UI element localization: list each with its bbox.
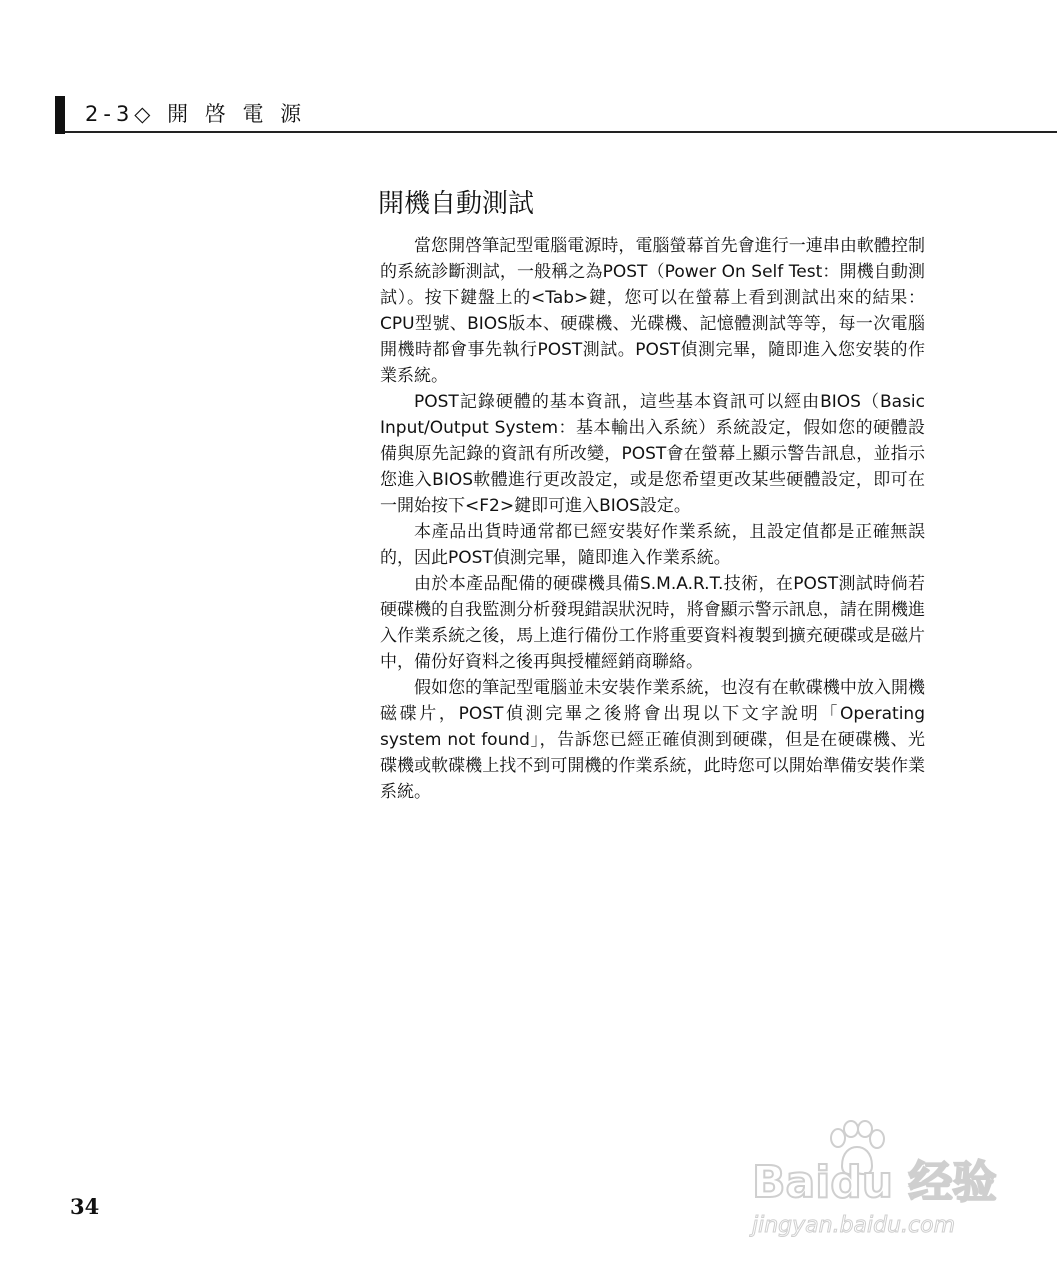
baidu-watermark [752,1120,1002,1250]
header-marker-bar [55,96,65,134]
chapter-section-title: 2-3◇ 開 啓 電 源 [85,102,307,126]
paragraph-5: 假如您的筆記型電腦並未安裝作業系統，也沒有在軟碟機中放入開機磁碟片，POST偵測完畢之後將會出現以下文字說明「Operating system not found」，告訴您已經正確偵測到硬碟，但是在硬碟機、光碟機或軟碟機上找不到可開機的作業系統，此時您可以開始準備安裝作業系統。 [380,678,925,802]
watermark-logo-text: Baidu 经验 [752,1157,997,1208]
paragraph-1: 當您開啓筆記型電腦電源時，電腦螢幕首先會進行一連串由軟體控制的系統診斷測試，一般稱之為POST（Power On Self Test：開機自動測試）。按下鍵盤上的<Tab>鍵，您可以在螢幕上看到測試出來的結果：CPU型號、BIOS版本、硬碟機、光碟機、記憶體測試等等，每一次電腦開機時都會事先執行POST測試。POST偵測完畢，隨即進入您安裝的作業系統。 [380,236,925,386]
watermark-url: jingyan.baidu.com [752,1213,956,1238]
paragraph-4: 由於本產品配備的硬碟機具備S.M.A.R.T.技術，在POST測試時倘若硬碟機的自我監測分析發現錯誤狀況時，將會顯示警示訊息，請在開機進入作業系統之後，馬上進行備份工作將重要資料複製到擴充硬碟或是磁片中，備份好資料之後再與授權經銷商聯絡。 [380,574,925,672]
chapter-header [55,96,1057,134]
page-number: 34 [70,1194,100,1219]
header-divider [65,131,1057,133]
paragraph-2: POST記錄硬體的基本資訊，這些基本資訊可以經由BIOS（Basic Input/Output System：基本輸出入系統）系統設定，假如您的硬體設備與原先記錄的資訊有所改變，POST會在螢幕上顯示警告訊息，並指示您進入BIOS軟體進行更改設定，或是您希望更改某些硬體設定，即可在一開始按下<F2>鍵即可進入BIOS設定。 [380,392,925,516]
paragraph-3: 本產品出貨時通常都已經安裝好作業系統，且設定值都是正確無誤的，因此POST偵測完畢，隨即進入作業系統。 [380,522,925,568]
section-heading: 開機自動測試 [378,189,535,219]
body-text [380,233,925,805]
